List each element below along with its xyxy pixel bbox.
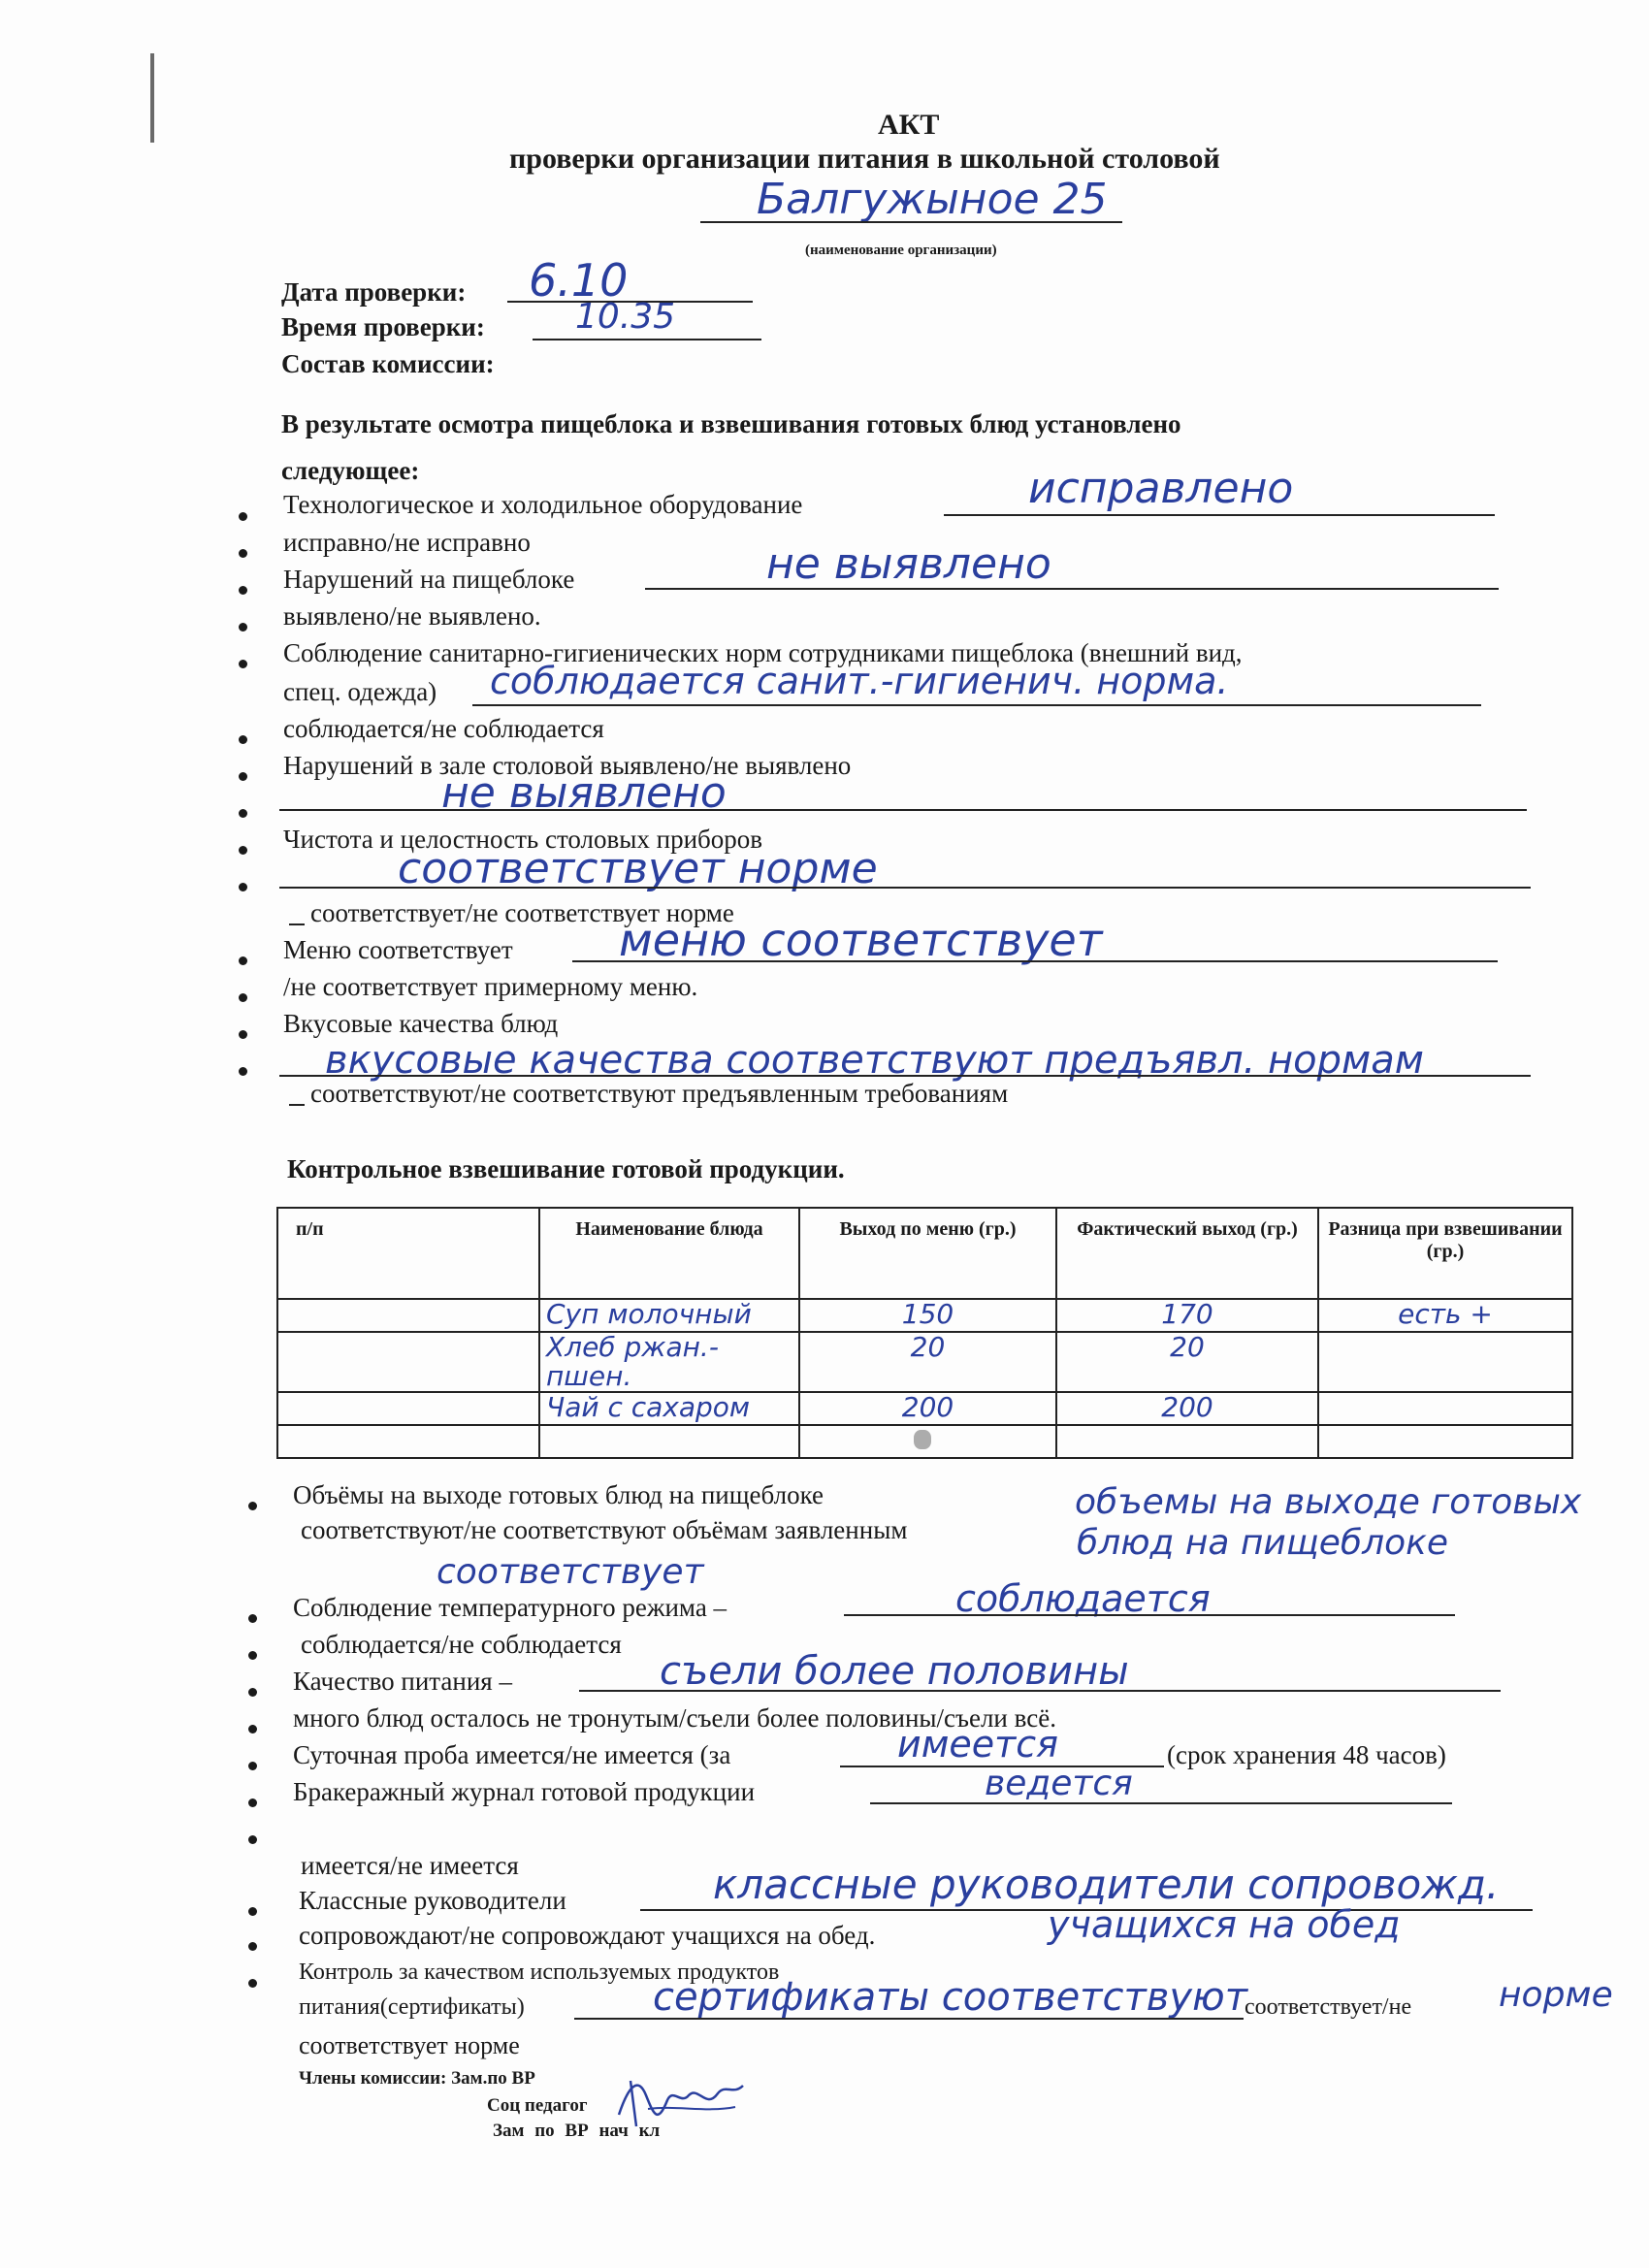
teachers-options: сопровождают/не сопровождают учащихся на обед. [299, 1921, 876, 1950]
table-cell: 200 [1056, 1392, 1318, 1425]
org-name-handwritten: Балгужыное 25 [757, 175, 1108, 224]
table-cell: Чай с сахаром [539, 1392, 799, 1425]
bullet [239, 549, 247, 558]
deputy-primary-label: Зам по ВР нач кл [493, 2121, 661, 2141]
control-line [574, 2018, 1244, 2020]
bullet [239, 1067, 247, 1076]
table-header-cell: п/п [277, 1208, 539, 1299]
control-line2: питания(сертификаты) [299, 1994, 525, 2020]
bullet [248, 1502, 257, 1510]
table-header-cell: Наименование блюда [539, 1208, 799, 1299]
table-header-cell: Выход по меню (гр.) [799, 1208, 1056, 1299]
hall-label: Нарушений в зале столовой выявлено/не выявлено [283, 751, 852, 780]
cutlery-options: соответствует/не соответствует норме [310, 898, 734, 927]
table-cell [1318, 1425, 1572, 1458]
members-label: Члены комиссии: Зам.по ВР [299, 2068, 535, 2089]
signature-image [609, 2066, 750, 2134]
table-cell [277, 1392, 539, 1425]
table-cell [1056, 1425, 1318, 1458]
table-cell: Суп молочный [539, 1299, 799, 1332]
taste-line [279, 1075, 1531, 1077]
sanitary-value: соблюдается санит.-гигиенич. норма. [490, 660, 1229, 702]
ink-smudge [914, 1430, 931, 1449]
sample-value: имеется [897, 1723, 1059, 1766]
sample-suffix: (срок хранения 48 часов) [1167, 1740, 1446, 1769]
time-line [533, 339, 761, 340]
bullet [239, 772, 247, 781]
journal-label: Бракеражный журнал готовой продукции [293, 1777, 756, 1806]
bullet [248, 1725, 257, 1733]
table-cell: 20 [1056, 1332, 1318, 1392]
bullet [248, 1688, 257, 1697]
quality-line [579, 1690, 1501, 1692]
bullet [248, 1798, 257, 1807]
table-cell: есть + [1318, 1299, 1572, 1332]
taste-options: соответствуют/не соответствуют предъявленным требованиям [310, 1079, 1009, 1108]
equipment-label: Технологическое и холодильное оборудование [283, 490, 803, 519]
bullet [239, 735, 247, 744]
bullet [239, 846, 247, 855]
sanitary-line1: Соблюдение санитарно-гигиенических норм сотрудниками пищеблока (внешний вид, [283, 638, 1243, 667]
document-title: АКТ [878, 109, 940, 141]
table-header-cell: Разница при взвешивании (гр.) [1318, 1208, 1572, 1299]
table-cell: 150 [799, 1299, 1056, 1332]
table-header-cell: Фактический выход (гр.) [1056, 1208, 1318, 1299]
table-cell: 170 [1056, 1299, 1318, 1332]
temperature-value: соблюдается [955, 1577, 1211, 1620]
menu-label: Меню соответствует [283, 935, 513, 964]
table-cell [277, 1332, 539, 1392]
sanitary-line [472, 704, 1481, 706]
table-cell: Хлеб ржан.-пшен. [539, 1332, 799, 1392]
result-intro-line1: В результате осмотра пищеблока и взвешивания готовых блюд установлено [281, 409, 1181, 438]
sample-label: Суточная проба имеется/не имеется (за [293, 1740, 731, 1769]
temperature-options: соблюдается/не соблюдается [301, 1630, 622, 1659]
hall-value: не выявлено [441, 768, 727, 818]
quality-label: Качество питания – [293, 1667, 512, 1696]
table-cell [1318, 1392, 1572, 1425]
volumes-value2: блюд на пищеблоке [1077, 1523, 1449, 1563]
pen-mark [150, 53, 154, 143]
weighing-title: Контрольное взвешивание готовой продукции. [287, 1154, 845, 1183]
volumes-line1: Объёмы на выходе готовых блюд на пищеблоке [293, 1480, 824, 1509]
taste-value: вкусовые качества соответствуют предъявл. нормам [325, 1038, 1424, 1083]
table-cell [277, 1299, 539, 1332]
journal-line [870, 1802, 1452, 1804]
bullet [248, 1835, 257, 1844]
bullet [239, 1030, 247, 1039]
taste-options-dash [289, 1104, 305, 1106]
menu-options: /не соответствует примерному меню. [283, 972, 698, 1001]
bullet [239, 809, 247, 818]
volumes-value1: объемы на выходе готовых [1075, 1482, 1582, 1522]
table-row [277, 1392, 1572, 1425]
document-subtitle: проверки организации питания в школьной столовой [509, 143, 1220, 175]
table-header-row [277, 1208, 1572, 1299]
temperature-line [844, 1614, 1455, 1616]
time-label: Время проверки: [281, 312, 485, 341]
control-value: сертификаты соответствуют [653, 1975, 1247, 2020]
table-cell: 200 [799, 1392, 1056, 1425]
violations-kitchen-label: Нарушений на пищеблоке [283, 565, 575, 594]
cutlery-label: Чистота и целостность столовых приборов [283, 825, 763, 854]
cutlery-line [279, 887, 1531, 889]
bullet [239, 586, 247, 595]
cutlery-options-dash [289, 923, 305, 925]
hall-line [279, 809, 1527, 811]
table-row [277, 1299, 1572, 1332]
date-label: Дата проверки: [281, 277, 467, 307]
bullet [239, 956, 247, 965]
quality-options: много блюд осталось не тронутым/съели более половины/съели всё. [293, 1703, 1056, 1733]
sanitary-line2: спец. одежда) [283, 677, 437, 706]
bullet [239, 623, 247, 632]
org-caption: (наименование организации) [805, 243, 997, 258]
commission-label: Состав комиссии: [281, 349, 495, 378]
date-value: 6.10 [529, 254, 629, 307]
cutlery-value: соответствует норме [398, 844, 878, 893]
sanitary-options: соблюдается/не соблюдается [283, 714, 604, 743]
menu-line [572, 960, 1498, 962]
teachers-label: Классные руководители [299, 1886, 566, 1915]
result-intro-line2: следующее: [281, 456, 420, 485]
violations-kitchen-value: не выявлено [766, 539, 1051, 589]
control-suffix: соответствует/не [1245, 1994, 1412, 2020]
weighing-table [276, 1207, 1573, 1459]
bullet [248, 1651, 257, 1660]
bullet [248, 1614, 257, 1623]
table-cell [1318, 1332, 1572, 1392]
bullet [239, 993, 247, 1002]
bullet [248, 1942, 257, 1951]
bullet [239, 883, 247, 891]
equipment-options: исправно/не исправно [283, 528, 531, 557]
teachers-value: классные руководители сопровожд. [713, 1861, 1500, 1908]
table-cell [277, 1425, 539, 1458]
violations-kitchen-line [645, 588, 1499, 590]
control-value2: норме [1499, 1975, 1613, 2015]
org-name-line [700, 221, 1122, 223]
bullet [248, 1907, 257, 1916]
soc-teacher-label: Соц педагог [487, 2095, 588, 2116]
table-cell [539, 1425, 799, 1458]
bullet [239, 512, 247, 521]
temperature-label: Соблюдение температурного режима – [293, 1593, 728, 1622]
equipment-value: исправлено [1028, 464, 1294, 513]
table-row [277, 1332, 1572, 1392]
control-line3: соответствует норме [299, 2031, 520, 2059]
quality-value: съели более половины [660, 1649, 1129, 1694]
equipment-line [944, 514, 1495, 516]
bullet [248, 1762, 257, 1770]
table-cell: 20 [799, 1332, 1056, 1392]
teachers-value2: учащихся на обед [1048, 1903, 1401, 1946]
violations-kitchen-options: выявлено/не выявлено. [283, 601, 541, 631]
volumes-value3: соответствует [436, 1552, 704, 1592]
volumes-line2: соответствуют/не соответствуют объёмам заявленным [301, 1515, 908, 1544]
control-line1: Контроль за качеством используемых продуктов [299, 1960, 780, 1985]
bullet [239, 660, 247, 668]
journal-options: имеется/не имеется [301, 1851, 519, 1880]
menu-value: меню соответствует [619, 914, 1103, 966]
journal-value: ведется [985, 1764, 1133, 1803]
bullet [248, 1979, 257, 1988]
taste-label: Вкусовые качества блюд [283, 1009, 559, 1038]
time-value: 10.35 [575, 297, 676, 337]
